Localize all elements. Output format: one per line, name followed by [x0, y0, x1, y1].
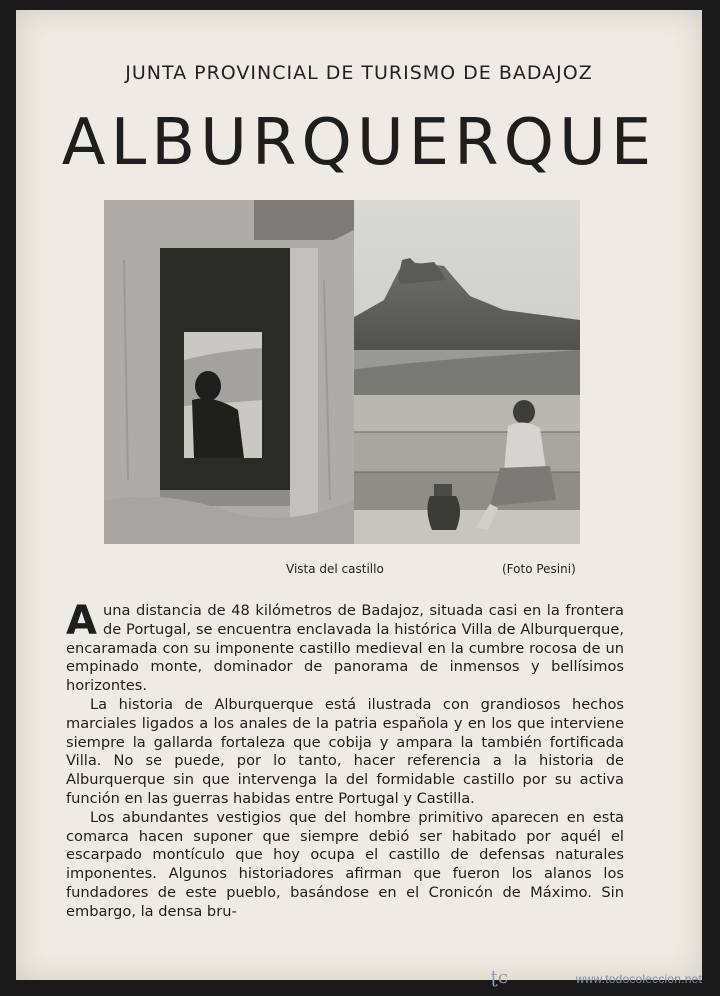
paragraph-2: La historia de Alburquerque está ilustrada con grandiosos hechos marciales ligados a los anales de la patria española y en los que interviene siempre la gallarda fortaleza que cobija y ampara la también fortificada Villa. No se puede, por lo tanto, hacer referencia a la historia de Alburquerque sin que intervenga la del formidable castillo por su activa función en las guerras habidas entre Portugal y Castilla. [66, 695, 624, 807]
photo-caption: Vista del castillo [286, 562, 384, 576]
paragraph-3: Los abundantes vestigios que del hombre primitivo aparecen en esta comarca hacen suponer que siempre debió ser habitado por aquél el escarpado montículo que hoy ocupa el castillo de defensas naturales imponentes. Algunos historiadores afirman que fueron los alanos los fundadores de este pueblo, basándose en el Cronicón de Máximo. Sin embargo, la densa bru- [66, 808, 624, 920]
page-title: ALBURQUERQUE [61, 106, 657, 180]
watermark-logo: ʈc [490, 967, 508, 988]
article-body [66, 598, 624, 922]
paragraph-1-text: una distancia de 48 kilómetros de Badajoz, situada casi en la frontera de Portugal, se encuentra enclavada la histórica Villa de Alburquerque, encaramada con su imponente castillo medieval en la cumbre rocosa de un empinado monte, dominador de panorama de inmensos y bellísimos horizontes. [66, 602, 624, 695]
drop-cap: A [66, 598, 97, 644]
header-subtitle: JUNTA PROVINCIAL DE TURISMO DE BADAJOZ [125, 62, 593, 84]
castle-photo [104, 200, 580, 544]
brochure-page [16, 10, 702, 980]
paragraph-1 [66, 598, 624, 696]
watermark-text: www.todocoleccion.net [575, 972, 702, 986]
photo-credit: (Foto Pesini) [502, 562, 576, 576]
